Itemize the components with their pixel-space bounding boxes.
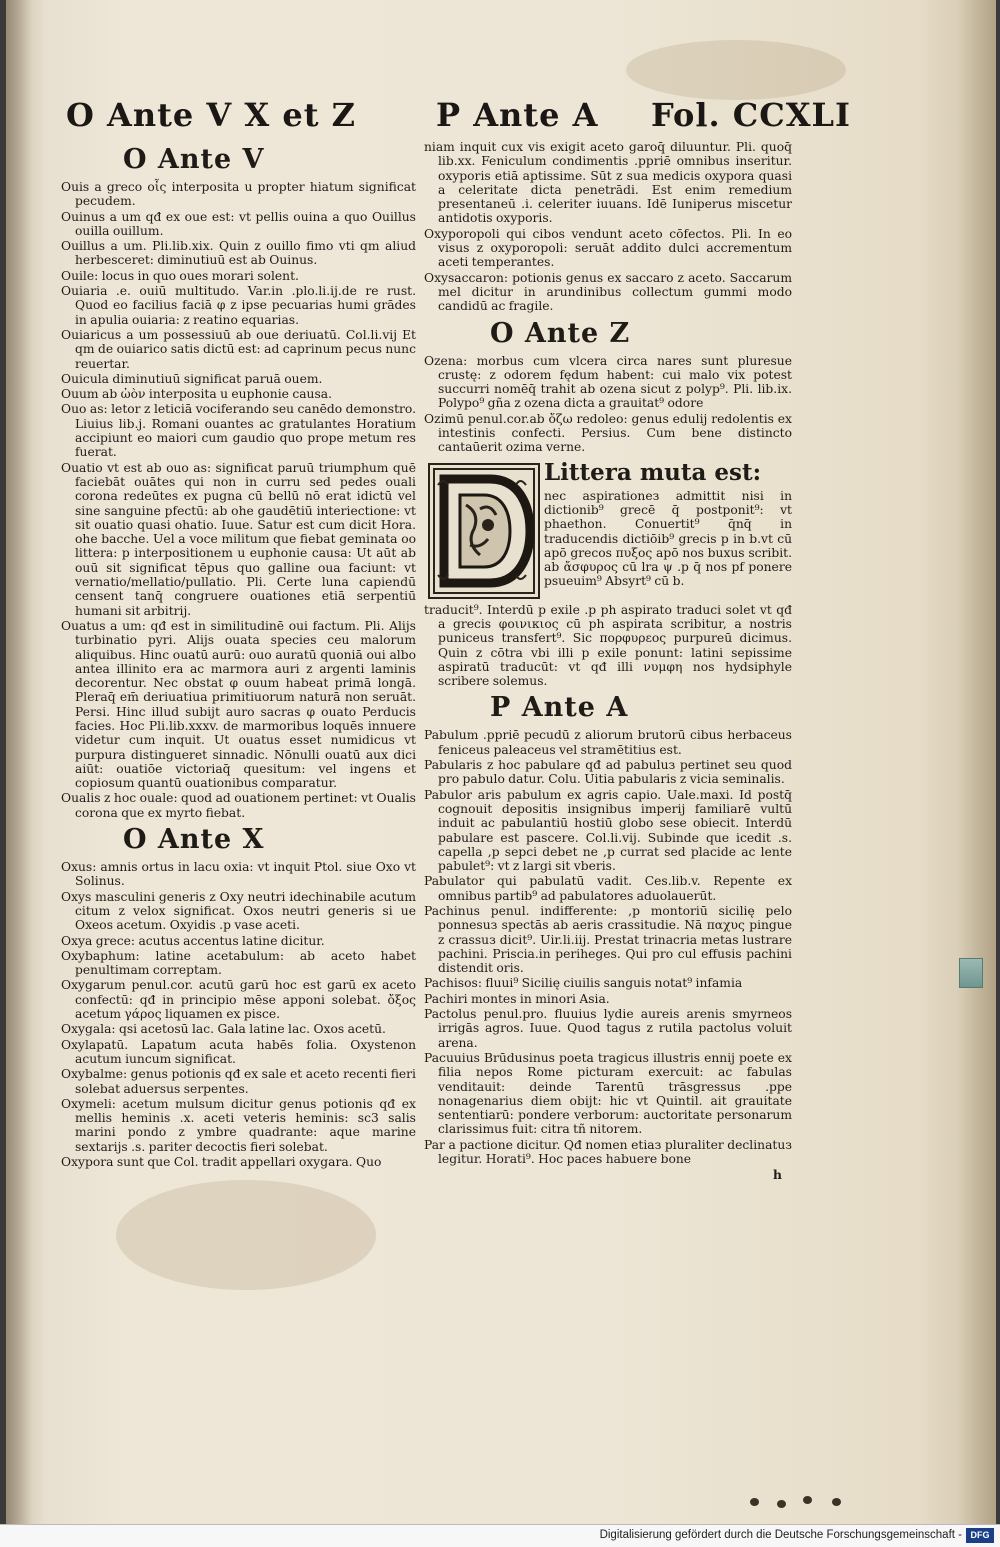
dictionary-entry: Ouillus a um. Pli.lib.xix. Quin z ouillo fimo vti qm aliud herbesceret: diminutiuū est ab Ouinus. [61, 239, 416, 268]
dictionary-entry: Ouum ab ὠὸν interposita u euphonie causa. [61, 387, 333, 402]
decorated-initial-image [430, 465, 538, 597]
dictionary-entry: Ouatio vt est ab ouo as: significat paruū triumphum quē faciebāt ouātes qui non in curru sed pedes ouali corona redeūtes ex pugna cū bellū nō erat idictū vel sine sanguine pfectū: ab ohe gaudētiū interiectione: vt sit ouatio quasi ohatio. Iuue. Satur est cum dicit Hora. ohe bacche. Uel a voce militum que fiebat geminata oo littera: p interpositionem u euphonie causa: Ut aūt ab ouū sit significat tēpus quo galline oua faciunt: vt vernatio/mellatio/pullatio. Pli. Certe luna capiendū censent tanq̄ congruere ouationes etiā serpentiū humani sit arbitrij. [61, 460, 416, 618]
decorated-initial [428, 463, 540, 599]
dfg-logo: DFG [966, 1528, 994, 1543]
book-page [6, 0, 996, 1525]
running-head-left: O Ante V X et Z [66, 96, 356, 134]
dictionary-entry: Oxybaphum: latine acetabulum: ab aceto habet penultimam correptam. [61, 948, 416, 978]
page-tab-marker [959, 958, 983, 988]
paper-stain [626, 40, 846, 100]
section-heading: O Ante X [123, 824, 265, 856]
binding-shadow [6, 0, 32, 1525]
dictionary-entry: Pabulor aris pabulum ex agris capio. Uale.maxi. Id postq̄ cognouit depositis insignibus imperij familiarē vultū induit ac pabulantiū hostiū globo sese obiecit. Interdū pabulare est pascere. Col.li.vij. Subinde que icedit .s. capella ,p sepci debet ne ,p currat sed placide ac lente pabulet⁹: vt z largi sit vberis. [424, 787, 792, 874]
section-heading: O Ante Z [490, 317, 631, 349]
wormhole [832, 1498, 841, 1506]
dictionary-entry: Ozena: morbus cum vlcera circa nares sunt pluresue crustę: z odorem fędum habent: cui malo vix potest succurri nomēq̄ trahit ab ozena sicut z polyp⁹. Pli. lib.ix. Polypo⁹ gña z ozena dicta a grauitat⁹ odore [424, 353, 792, 411]
dictionary-entry: Oxygarum penul.cor. acutū garū hoc est garū ex aceto confectū: qđ in principio mēse apponi solebat. ὄξος acetum γάρος liquamen ex pisce. [61, 978, 416, 1022]
right-column [424, 140, 792, 1183]
running-head-right: P Ante A [436, 96, 599, 134]
dictionary-entry: Oxyporopoli qui cibos vendunt aceto cōfectos. Pli. In eo visus z oxyporopoli: seruāt addito dulci accrementum aceti temperantes. [424, 226, 792, 270]
catchword: h [773, 1167, 782, 1183]
dictionary-entry: Oxys masculini generis z Oxy neutri idechinabile acutum citum z velox significat. Oxos neutri generis si ue Oxeos acetum. Oxyidis .p vase aceti. [61, 889, 416, 933]
initial-heading: Littera muta est: [544, 458, 762, 486]
dictionary-entry: Oxypora sunt que Col. tradit appellari oxygara. Quo [61, 1155, 382, 1169]
dictionary-entry: Pachinus penul. indifferente: ,p montoriū sicilię pelo ponnesuз spectās ab aeris crassitudie. Nā παχυς pingue z crassuз dicit⁹. Uir.li.iij. Prestat trinacria metas lustrare pachini. Priscia.in periheges. Qui pro cul effusis pachini distendit oris. [424, 903, 792, 976]
wormhole [777, 1500, 786, 1508]
wormhole [750, 1498, 759, 1506]
dictionary-entry: Par a pactione dicitur. Qđ nomen etiaз pluraliter declinatuз legitur. Horati⁹. Hoc paces habuere bone [424, 1137, 792, 1167]
folio-number: Fol. CCXLI [651, 96, 851, 134]
dictionary-entry: traducit⁹. Interdū p exile .p ph aspirato traduci solet vt qđ a grecis φοινικιος cū ph aspirata scribitur, a nostris puniceus transfert⁹. Sic πορφυρεος purpureū dicimus. Quin z cōtra vbi illi p exile ponunt: latini sepissime aspiratū traducūt: vt qđ illi νυμφη nos hydsiphyle scribere solemus. [424, 602, 792, 689]
footer-bar [0, 1524, 1000, 1547]
initial-letter-block [424, 459, 792, 599]
left-column [61, 140, 416, 1170]
dictionary-entry: Ozimū penul.cor.ab ὄζω redoleo: genus edulij redolentis ex intestinis confecti. Persius. Cum bene distincto cantaūerit ozima verne. [424, 411, 792, 455]
dictionary-entry: Ouatus a um: qđ est in similitudinē oui factum. Pli. Alijs turbinatio pyri. Alijs ouata species ceu malorum aliquibus. Hinc ouatū aurū: ouo auratū quoniā oui albo antea illinito era ac marmora auri z argenti laminis decorentur. Nec obstat φ ouum habeat primā longā. Pleraq̄ em̄ deriuatiua primitiuorum naturā non seruāt. Persi. Hinc illud subijt auro sacras φ ouato Perducis facies. Hoc Pli.lib.xxxv. de marmoribus loquēs innuere videtur cum inquit. Ut ouatus esset numidicus vt purpura distingueret sinnadic. Nōnulli ouatū aux dici aiūt: ouatiōe victoriaq̄ quesitum: vel ingens et copiosum quantū ouationibus comparatur. [61, 618, 416, 791]
dictionary-entry: Pactolus penul.pro. fluuius lydie aureis arenis smyrneos irrigās agros. Iuue. Quod tagus z rutila pactolus voluit arena. [424, 1007, 792, 1050]
dictionary-entry: Pachisos: fluui⁹ Sicilię ciuilis sanguis notat⁹ infamia [424, 976, 743, 991]
dictionary-entry: niam inquit cux vis exigit aceto garoq̄ diluuntur. Pli. quoq̄ lib.xx. Feniculum condimentis .ppriē omnibus inseritur. oxyporis etiā aptissime. Sūt z sua medicis oxypora quasi a celeritate dicta penetrādi. Est enim remedium presentaneū .i. celeriter iuuans. Idē Iuniperus miscetur antidotis oxyporis. [424, 140, 792, 226]
dictionary-entry: Pachiri montes in minori Asia. [424, 991, 610, 1006]
section-heading: O Ante V [123, 144, 265, 175]
dictionary-entry: Pacuuius Brūdusinus poeta tragicus illustris enniј poete ex filia nepos Rome picturam exercuit: ac fabulas venditauit: deinde Tarentū trāsgressus .ppe nonagenarius diem obijt: hic vt Quintil. ait grauitate sententiarū: pondere verborum: auctoritate personarum clarissimus fuit: citra tñ nitorem. [424, 1050, 792, 1137]
running-head [66, 96, 851, 142]
dictionary-entry: Ouiaricus a um possessiuū ab oue deriuatū. Col.li.vij Et qm de ouiarico satis dictū est: ad caprinum pecus nunc reuertar. [61, 327, 416, 371]
dictionary-entry: Ouicula diminutiuū significat paruā ouem. [61, 371, 323, 386]
dictionary-entry: Oxya grece: acutus accentus latine dicitur. [61, 933, 325, 948]
page-edge-shadow [958, 0, 996, 1525]
dictionary-entry: Pabulator qui pabulatū vadit. Ces.lib.v. Repente ex omnibus partib⁹ ad pabulatores aduolauerūt. [424, 874, 792, 903]
dictionary-entry: Pabulum .ppriē pecudū z aliorum brutorū cibus herbaceus feniceus paleaceus vel stramētitius est. [424, 728, 792, 757]
dictionary-entry: Oxygala: qsi acetosū lac. Gala latine lac. Oxos acetū. [61, 1022, 386, 1037]
dictionary-entry: Ouinus a um qđ ex oue est: vt pellis ouina a quo Ouillus ouilla ouillum. [61, 209, 416, 238]
initial-paragraph: nec aspirationeз admittit nisi in dictionib⁹ grecē q̄ postponit⁹: vt phaethon. Conuertit⁹ q̄nq̄ in traducendis dictiōib⁹ grecis p in b.vt cū apō grecos πυξος apō nos buxus scribit. ab ἄσφυρος cū lra ψ .p q̄ nos pf ponere psueuim⁹ Absyrt⁹ cū b. [544, 488, 792, 589]
dictionary-entry: Oxybalme: genus potionis qđ ex sale et aceto recenti fieri solebat aduersus serpentes. [61, 1067, 416, 1096]
section-heading: P Ante A [490, 692, 629, 724]
dictionary-entry: Ouile: locus in quo oues morari solent. [61, 268, 299, 283]
dictionary-entry: Oxymeli: acetum mulsum dicitur genus potionis qđ ex mellis heminis .x. aceti veteris heminis: sc3 salis marini pondo z ymbre quadrante: aque marine sextarijs .s. pariter decoctis fieri solebat. [61, 1096, 416, 1154]
dictionary-entry: Oxus: amnis ortus in lacu oxia: vt inquit Ptol. siue Oxo vt Solinus. [61, 860, 416, 889]
dictionary-entry: Ouiaria .e. ouiū multitudo. Var.in .plo.li.ij.de re rust. Quod eo facilius faciā φ z ipse pecuarias humi grādes in apulia ouiaria: z reatino equarias. [61, 284, 416, 327]
dictionary-entry: Oxysaccaron: potionis genus ex saccaro z aceto. Saccarum mel dicitur in arundinibus collectum gummi modo candidū ac fragile. [424, 270, 792, 314]
dictionary-entry: Ouis a greco oἶς interposita u propter hiatum significat pecudem. [61, 180, 416, 209]
dictionary-entry: Oxylapatū. Lapatum acuta habēs folia. Oxystenon acutum iuncum significat. [61, 1037, 416, 1066]
dictionary-entry: Ouo as: letor z leticiā vociferando seu canēdo demonstro. Liuius lib.j. Romani ouantes ac gratulantes Horatium accipiunt eo maiori cum gaudio quo prope metum res fuerat. [61, 402, 416, 460]
dictionary-entry: Oualis z hoc ouale: quod ad ouationem pertinet: vt Oualis corona que ex myrto fiebat. [61, 791, 416, 820]
paper-stain [116, 1180, 376, 1290]
wormhole [803, 1496, 812, 1504]
footer-credit: Digitalisierung gefördert durch die Deutsche Forschungsgemeinschaft - [599, 1529, 962, 1541]
dictionary-entry: Pabularis z hoc pabulare qđ ad pabuluз pertinet seu quod pro pabulo datur. Colu. Uitia pabularis z vicia seminalis. [424, 758, 792, 787]
